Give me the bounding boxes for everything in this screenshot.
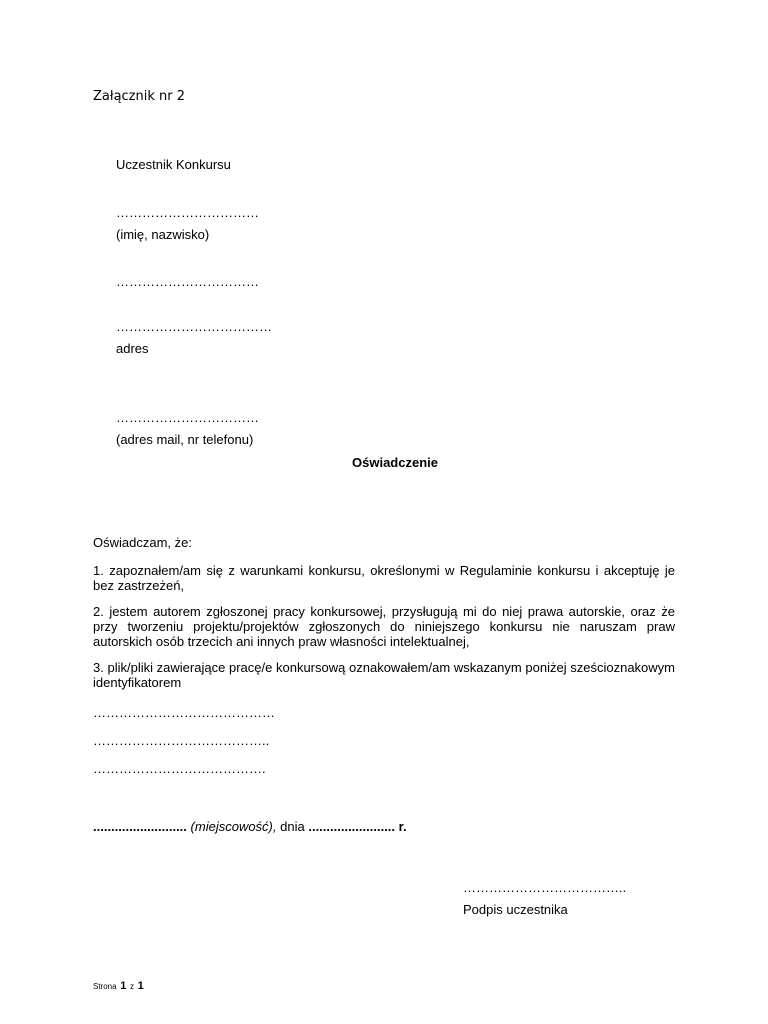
date-suffix: r. xyxy=(398,819,407,834)
address-dots-2: ……………………………… xyxy=(116,319,272,334)
name-caption: (imię, nazwisko) xyxy=(116,227,210,242)
footer-page-total: 1 xyxy=(137,980,144,992)
date-dots: ........................ xyxy=(308,819,396,834)
footer-page-number: 1 xyxy=(120,980,127,992)
declaration-intro: Oświadczam, że: xyxy=(93,535,192,550)
identifier-dots-1: …………………………………… xyxy=(93,705,275,720)
contact-caption: (adres mail, nr telefonu) xyxy=(116,432,254,447)
declaration-item-3: 3. plik/pliki zawierające pracę/e konkursową oznakowałem/am wskazanym poniżej sześcioznakowym identyfikatorem xyxy=(93,660,675,690)
signature-dots: ……………………………….. xyxy=(463,880,627,895)
participant-heading: Uczestnik Konkursu xyxy=(116,157,231,172)
name-dots: …………………………… xyxy=(116,205,259,220)
declaration-title: Oświadczenie xyxy=(352,455,438,470)
identifier-dots-3: …………………………………. xyxy=(93,761,266,776)
place-label: (miejscowość), xyxy=(190,819,277,834)
signature-label: Podpis uczestnika xyxy=(463,902,568,917)
place-date-line xyxy=(93,819,407,835)
footer-page-word: Strona xyxy=(93,982,117,991)
address-dots-1: …………………………… xyxy=(116,274,259,289)
day-label: dnia xyxy=(280,819,305,834)
identifier-dots-2: ………………………………….. xyxy=(93,733,270,748)
page-footer xyxy=(93,977,144,995)
contact-dots: …………………………… xyxy=(116,410,259,425)
footer-of-word: z xyxy=(129,982,134,991)
declaration-item-2: 2. jestem autorem zgłoszonej pracy konkursowej, przysługują mi do niej prawa autorskie, oraz że przy tworzeniu projektu/projektów zgłoszonych do niniejszego konkursu nie naruszam praw autorskich osób trzecich ani innych praw własności intelektualnej, xyxy=(93,604,675,649)
attachment-label: Załącznik nr 2 xyxy=(93,89,186,104)
place-dots: .......................... xyxy=(93,819,187,834)
declaration-item-1: 1. zapoznałem/am się z warunkami konkursu, określonymi w Regulaminie konkursu i akceptuję je bez zastrzeżeń, xyxy=(93,563,675,593)
address-caption: adres xyxy=(116,341,149,356)
